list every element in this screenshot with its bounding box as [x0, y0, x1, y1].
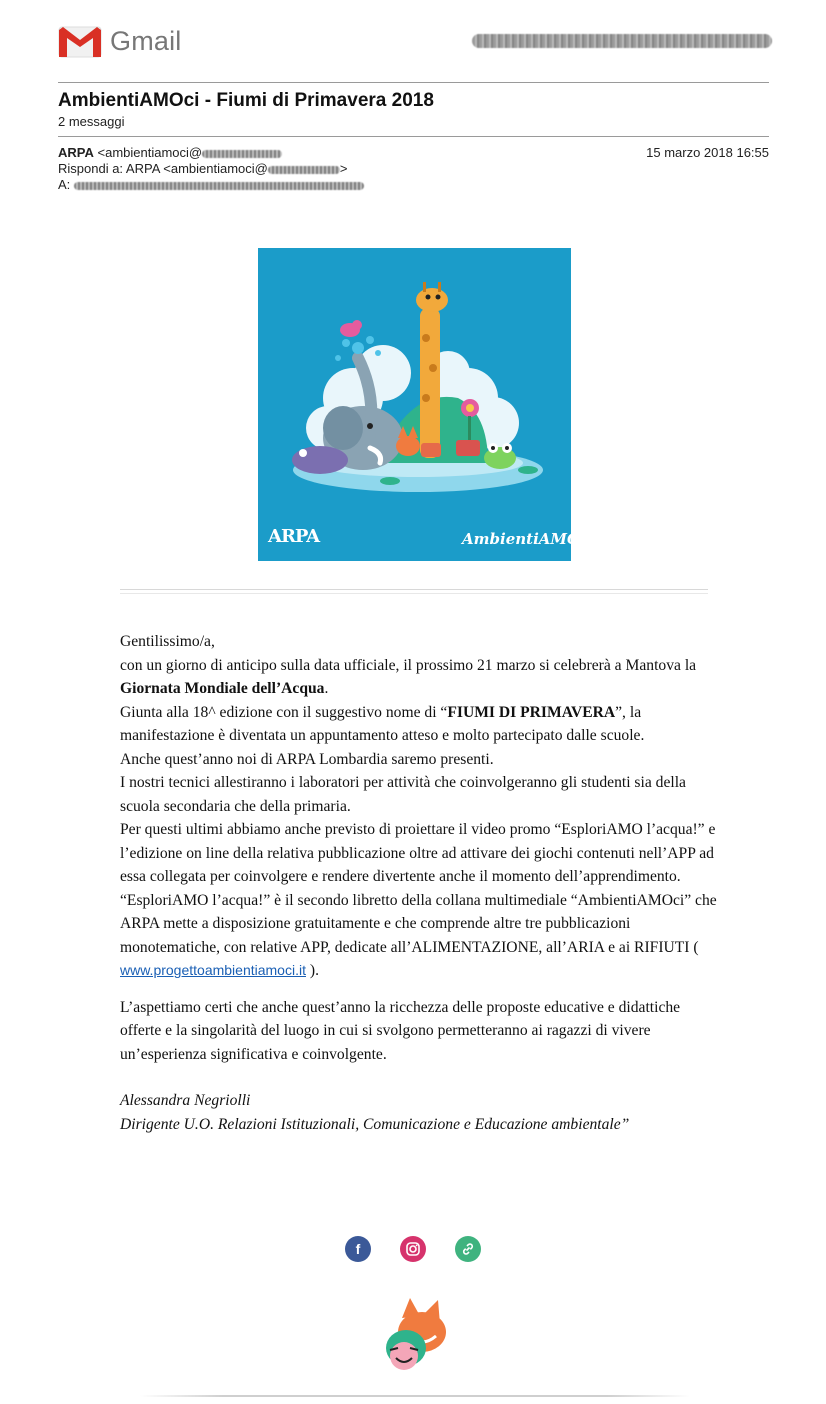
arpa-logo-text: ARPA: [268, 526, 320, 547]
header-rule: [58, 82, 769, 83]
project-link[interactable]: www.progettoambientiamoci.it: [120, 962, 306, 978]
link-icon[interactable]: [455, 1236, 481, 1262]
thread-subject: AmbientiAMOci - Fiumi di Primavera 2018: [58, 90, 434, 111]
greeting: Gentilissimo/a,: [120, 633, 215, 650]
fox-mascot-icon: [380, 1296, 450, 1376]
subject-rule: [58, 136, 769, 137]
message-count: 2 messaggi: [58, 114, 125, 129]
sender-email: <ambientiamoci@: [97, 145, 203, 160]
paragraph-6: [120, 889, 720, 983]
footer-rule: [140, 1395, 690, 1397]
p2-text-b: ”, la manifestazione è diventata un appuntamento atteso e molto partecipato dalle scuole.: [120, 703, 645, 744]
p6-text-a: “EsploriAMO l’acqua!” è il secondo libretto della collana multimediale “AmbientiAMOci” che ARPA mette a disposizione gratuitamente e che comprende altre tre pubblicazioni monotematiche, con relative APP, dedicate all’ALIMENTAZIONE, all’ARIA e ai RIFIUTI (: [120, 891, 717, 956]
paragraph-4: I nostri tecnici allestiranno i laboratori per attività che coinvolgeranno gli studenti sia della scuola secondaria che della primaria.: [120, 774, 686, 815]
content-divider: [120, 589, 708, 594]
sender-redacted: [202, 150, 282, 158]
facebook-glyph: f: [355, 1241, 361, 1257]
link-glyph-icon: [460, 1241, 476, 1257]
signature-name: Alessandra Negriolli: [120, 1092, 251, 1109]
p6-text-b: ).: [305, 962, 319, 979]
reply-to-redacted: [268, 166, 340, 174]
to-label: A:: [58, 177, 71, 192]
to-redacted: [74, 182, 364, 190]
sender-line: [58, 145, 282, 161]
account-redacted: [472, 34, 772, 48]
instagram-glyph-icon: [405, 1241, 421, 1257]
p2-text-a: Giunta alla 18^ edizione con il suggestivo nome di “: [120, 703, 448, 721]
to-line: [58, 177, 364, 193]
gmail-logo: [58, 24, 182, 58]
instagram-icon[interactable]: [400, 1236, 426, 1262]
signature-title: Dirigente U.O. Relazioni Istituzionali, Comunicazione e Educazione ambientale”: [120, 1115, 630, 1133]
p1-bold: Giornata Mondiale dell’Acqua: [120, 680, 325, 697]
gmail-wordmark: Gmail: [110, 25, 182, 56]
paragraph-2: [120, 701, 720, 748]
ambientiamoci-logo-text: AmbientiAMOci: [462, 530, 595, 548]
hero-illustration-svg: [258, 248, 571, 561]
sender-name: ARPA: [58, 145, 94, 160]
paragraph-3: Anche quest’anno noi di ARPA Lombardia saremo presenti.: [120, 750, 494, 768]
p1-text-a: con un giorno di anticipo sulla data ufficiale, il prossimo 21 marzo si celebrerà a Mantova la: [120, 656, 697, 674]
p2-bold: FIUMI DI PRIMAVERA: [447, 703, 616, 721]
reply-to-label: Rispondi a: ARPA <ambientiamoci@: [58, 161, 268, 176]
message-date: 15 marzo 2018 16:55: [646, 145, 769, 160]
paragraph-5: Per questi ultimi abbiamo anche previsto di proiettare il video promo “EsploriAMO l’acqua!” e l’edizione on line della relativa pubblicazione oltre ad attivare dei giochi contenuti nell’APP ad essa collegata per coinvolgere e rendere divertente anche il momento dell’apprendimento.: [120, 821, 716, 885]
gmail-m-icon: [58, 24, 102, 58]
paragraph-1: [120, 654, 720, 701]
facebook-icon[interactable]: [345, 1236, 371, 1262]
reply-to-end: >: [339, 161, 348, 176]
hero-illustration: [258, 248, 595, 561]
reply-to-line: [58, 161, 347, 177]
email-body: [120, 630, 720, 1136]
paragraph-7: L’aspettiamo certi che anche quest’anno la ricchezza delle proposte educative e didattiche offerte e la singolarità del luogo in cui si svolgono permetteranno ai ragazzi di vivere un’esperienza significativa e coinvolgente.: [120, 998, 681, 1063]
p1-text-b: .: [324, 680, 329, 697]
